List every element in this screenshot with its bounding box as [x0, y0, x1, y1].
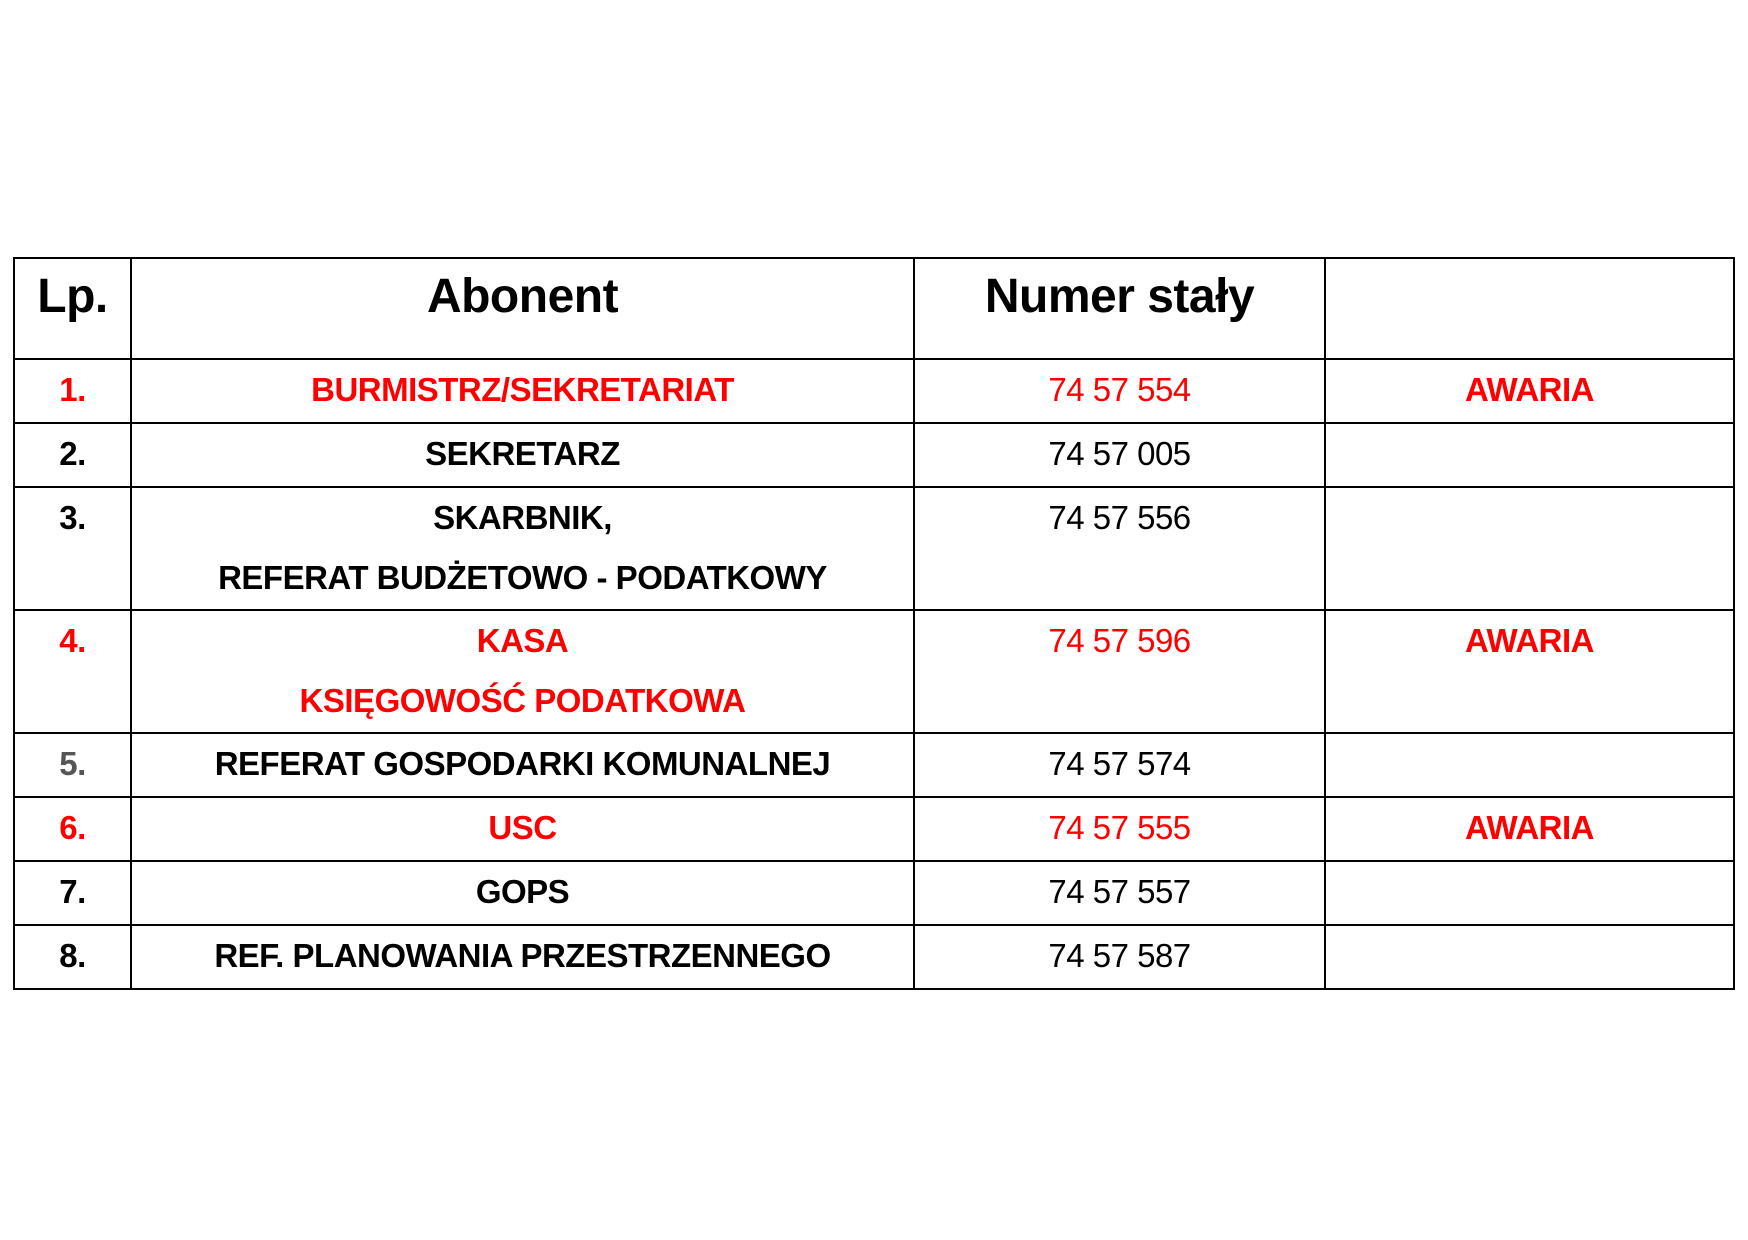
abonent-line: GOPS: [475, 873, 570, 910]
abonent-line: SKARBNIK,: [433, 499, 612, 536]
abonent-line: REF. PLANOWANIA PRZESTRZENNEGO: [214, 937, 831, 974]
abonent-line: KSIĘGOWOŚĆ PODATKOWA: [299, 682, 746, 719]
header-status: [1325, 258, 1734, 359]
row-abonent: [131, 487, 914, 610]
row-status-badge: [1325, 733, 1734, 797]
row-numer: 74 57 005: [914, 423, 1325, 487]
abonent-line: REFERAT GOSPODARKI KOMUNALNEJ: [214, 745, 831, 782]
row-abonent: [131, 733, 914, 797]
table-row: [14, 733, 1734, 797]
header-abonent: Abonent: [131, 258, 914, 359]
table-row: [14, 925, 1734, 989]
abonent-line: BURMISTRZ/SEKRETARIAT: [311, 371, 734, 408]
row-numer: 74 57 574: [914, 733, 1325, 797]
table-row: [14, 359, 1734, 423]
row-status-badge: [1325, 925, 1734, 989]
row-numer: 74 57 556: [914, 487, 1325, 610]
table-row: [14, 423, 1734, 487]
row-abonent: [131, 359, 914, 423]
abonent-line: KASA: [476, 622, 569, 659]
table-row: [14, 861, 1734, 925]
row-abonent: [131, 610, 914, 733]
row-numer: 74 57 555: [914, 797, 1325, 861]
row-lp: 3.: [14, 487, 131, 610]
phone-directory-table: [13, 257, 1735, 990]
row-numer: 74 57 554: [914, 359, 1325, 423]
row-lp: 8.: [14, 925, 131, 989]
row-status-badge: [1325, 487, 1734, 610]
row-status-badge: [1325, 861, 1734, 925]
row-numer: 74 57 596: [914, 610, 1325, 733]
header-row: [14, 258, 1734, 359]
table-row: [14, 610, 1734, 733]
row-lp: 5.: [14, 733, 131, 797]
row-lp: 1.: [14, 359, 131, 423]
row-abonent: [131, 797, 914, 861]
header-numer-staly: Numer stały: [914, 258, 1325, 359]
abonent-line: REFERAT BUDŻETOWO - PODATKOWY: [218, 559, 827, 596]
row-status-badge: AWARIA: [1325, 610, 1734, 733]
row-abonent: [131, 925, 914, 989]
abonent-line: SEKRETARZ: [425, 435, 620, 472]
row-lp: 4.: [14, 610, 131, 733]
row-lp: 6.: [14, 797, 131, 861]
row-lp: 2.: [14, 423, 131, 487]
row-abonent: [131, 861, 914, 925]
table-row: [14, 797, 1734, 861]
row-status-badge: AWARIA: [1325, 359, 1734, 423]
table-row: [14, 487, 1734, 610]
header-lp: Lp.: [14, 258, 131, 359]
row-status-badge: AWARIA: [1325, 797, 1734, 861]
row-abonent: [131, 423, 914, 487]
row-numer: 74 57 557: [914, 861, 1325, 925]
row-status-badge: [1325, 423, 1734, 487]
abonent-line: USC: [488, 809, 557, 846]
row-numer: 74 57 587: [914, 925, 1325, 989]
row-lp: 7.: [14, 861, 131, 925]
